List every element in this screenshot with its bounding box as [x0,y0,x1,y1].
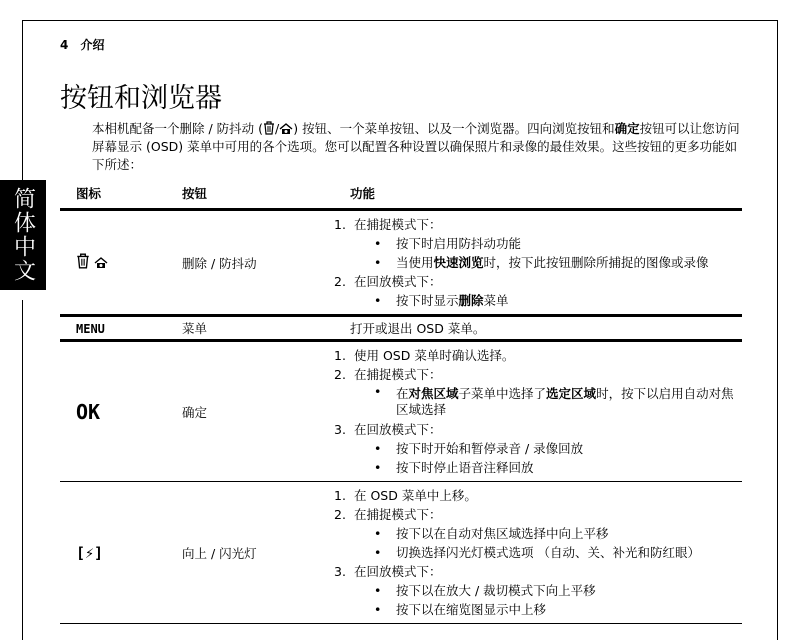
row-icon-cell [60,341,166,482]
table-row [60,341,742,482]
function-bullet: • 按下以在缩览图显示中上移 [374,600,742,619]
frame-line-left-lower [22,300,23,640]
table-row [60,316,742,341]
menu-button-icon: MENU [76,321,105,336]
function-item: 2. 在捕捉模式下： • 在对焦区域子菜单中选择了选定区域时，按下以启用自动对焦区域选择 [334,365,742,420]
row-icon-cell [60,210,166,316]
row-function-cell: 打开或退出 OSD 菜单。 [334,316,742,341]
table-header-row [60,180,742,210]
function-item: 2. 在捕捉模式下： • 按下以在自动对焦区域选择中向上平移 • 切换选择闪光灯模式选项 （自动、关、补光和防红眼） [334,505,742,562]
frame-line-top [22,20,778,21]
row-button-label: 确定 [166,341,334,482]
page-header [60,36,113,53]
row-function-cell [334,482,742,624]
function-bullet: • 切换选择闪光灯模式选项 （自动、关、补光和防红眼） [374,543,742,562]
intro-text-1: 本相机配备一个删除 / 防抖动 ( [92,121,264,136]
function-bullet: • 在对焦区域子菜单中选择了选定区域时，按下以启用自动对焦区域选择 [374,384,742,420]
button-table [60,180,742,624]
function-item: 3. 在回放模式下： • 按下以在放大 / 裁切模式下向上平移 • 按下以在缩览图显示中上移 [334,562,742,619]
page-title: 按钮和浏览器 [60,83,222,114]
row-button-label: 删除 / 防抖动 [166,210,334,316]
function-item: 1. 在捕捉模式下： • 按下时启用防抖动功能 • 当使用快速浏览时，按下此按钮删除所捕捉的图像或录像 [334,215,742,272]
frame-line-left [22,20,23,190]
antishake-icon [94,257,108,269]
intro-bold-ok: 确定 [614,121,640,136]
trash-icon [76,253,90,269]
ok-button-icon: OK [76,399,101,424]
intro-paragraph: 本相机配备一个删除 / 防抖动 ( / ) 按钮、一个菜单按钮、以及一个浏览器。四向浏览按钮和确定按钮可以让您访问屏幕显示 (OSD) 菜单中可用的各个选项。您可以配置各种设置以确保照片和录像的最佳效果。这些按钮的更多功能如下所述： [92,121,740,172]
table-row [60,482,742,624]
function-bullet: • 按下时启用防抖动功能 [374,234,742,253]
trash-icon [263,121,275,135]
row-icon-cell [60,482,166,624]
function-bullet: • 按下以在自动对焦区域选择中向上平移 [374,524,742,543]
function-item: 2. 在回放模式下： • 按下时显示删除菜单 [334,272,742,310]
row-function-cell [334,210,742,316]
antishake-icon [279,123,293,135]
flash-button-icon: [⚡] [76,543,104,562]
function-item: 1. 使用 OSD 菜单时确认选择。 [334,348,515,363]
function-bullet: • 按下以在放大 / 裁切模式下向上平移 [374,581,742,600]
intro-text-3: 按钮可以让您访问屏幕显示 (OSD) 菜单中可用的各个选项。您可以配置各种设置以确保照片和录像的最佳效果。这些按钮的更多功能如下所述： [92,121,740,172]
table-row [60,210,742,316]
row-icon-cell [60,316,166,341]
language-side-tab [0,180,46,290]
function-bullet: • 按下时显示删除菜单 [374,291,742,310]
function-bullet: • 按下时停止语音注释回放 [374,458,742,477]
header-function: 功能 [334,180,742,210]
function-bullet: • 按下时开始和暂停录音 / 录像回放 [374,439,742,458]
header-button: 按钮 [166,180,334,210]
row-function-cell [334,341,742,482]
page-number: 4 [60,38,69,52]
row-button-label: 菜单 [166,316,334,341]
function-bullet: • 当使用快速浏览时，按下此按钮删除所捕捉的图像或录像 [374,253,742,272]
section-name: 介绍 [80,38,105,52]
function-item: 3. 在回放模式下： • 按下时开始和暂停录音 / 录像回放 • 按下时停止语音注释回放 [334,420,742,477]
header-icon: 图标 [60,180,166,210]
intro-text-2: ) 按钮、一个菜单按钮、以及一个浏览器。四向浏览按钮和 [293,121,615,136]
frame-line-right [777,20,778,640]
function-item: 1. 在 OSD 菜单中上移。 [334,488,477,503]
row-button-label: 向上 / 闪光灯 [166,482,334,624]
language-label: 简体中文 [10,187,36,283]
